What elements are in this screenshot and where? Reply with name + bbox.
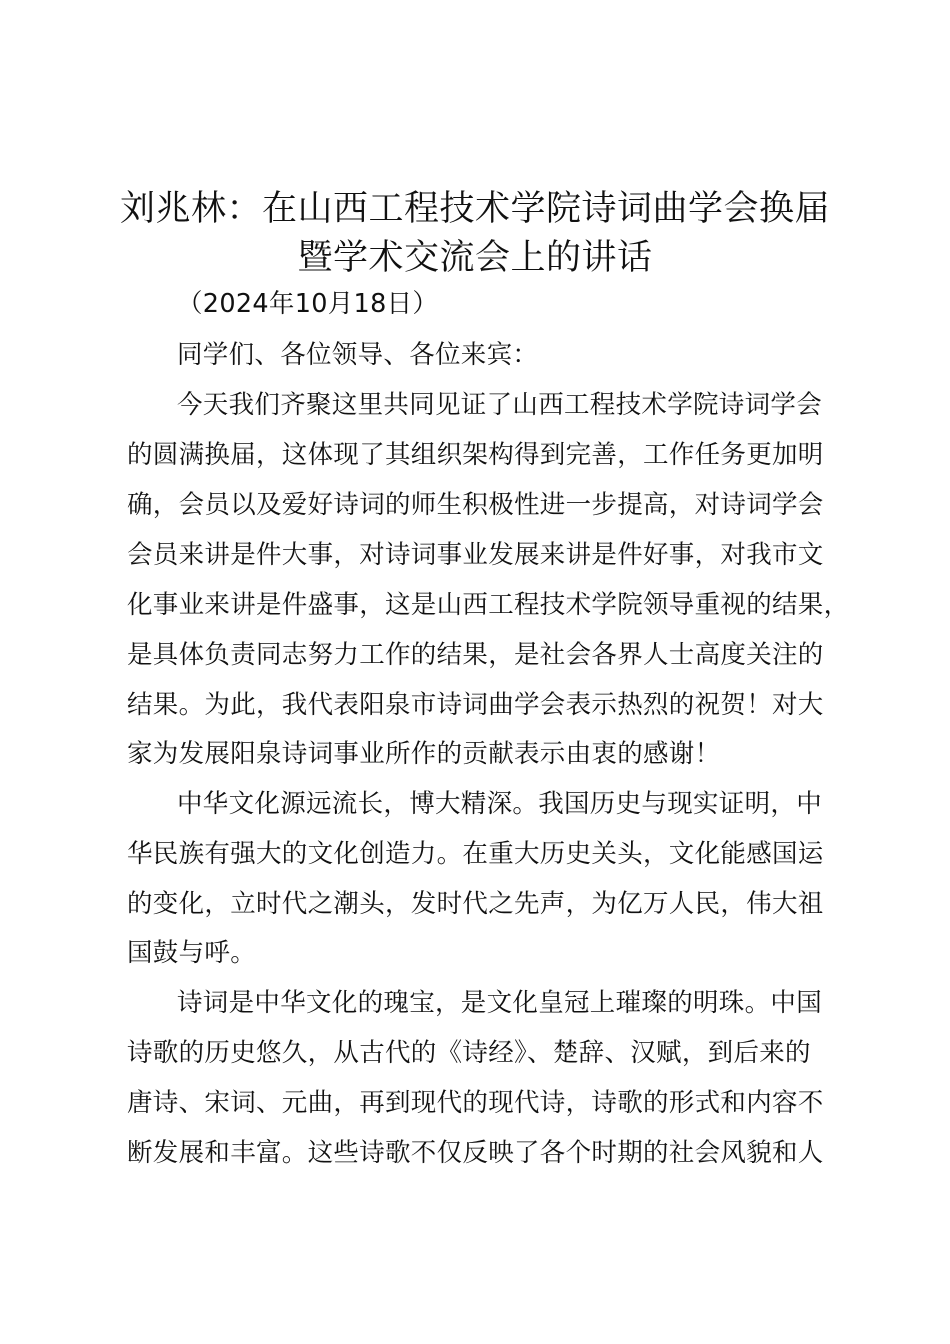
greeting: 同学们、各位领导、各位来宾：	[177, 340, 539, 370]
paragraph-line: 结果。为此，我代表阳泉市诗词曲学会表示热烈的祝贺！对大	[127, 690, 824, 720]
paragraph-line: 的变化，立时代之潮头，发时代之先声，为亿万人民，伟大祖	[127, 889, 824, 919]
paragraph-line: 今天我们齐聚这里共同见证了山西工程技术学院诗词学会	[177, 390, 823, 420]
paragraph-line: 诗歌的历史悠久，从古代的《诗经》、楚辞、汉赋，到后来的	[127, 1038, 811, 1068]
title-line-2: 暨学术交流会上的讲话	[297, 238, 653, 278]
paragraph-line: 家为发展阳泉诗词事业所作的贡献表示由衷的感谢！	[127, 739, 721, 769]
paragraph-line: 化事业来讲是件盛事，这是山西工程技术学院领导重视的结果，	[127, 590, 850, 620]
paragraph-line: 中华文化源远流长，博大精深。我国历史与现实证明，中	[177, 789, 823, 819]
paragraph-line: 断发展和丰富。这些诗歌不仅反映了各个时期的社会风貌和人	[127, 1138, 824, 1168]
date-line: （2024年10月18日）	[177, 289, 439, 319]
paragraph-line: 华民族有强大的文化创造力。在重大历史关头，文化能感国运	[127, 839, 824, 869]
title-line-1: 刘兆林：在山西工程技术学院诗词曲学会换届	[119, 189, 830, 229]
paragraph-line: 是具体负责同志努力工作的结果，是社会各界人士高度关注的	[127, 640, 824, 670]
paragraph-line: 唐诗、宋词、元曲，再到现代的现代诗，诗歌的形式和内容不	[127, 1088, 824, 1118]
paragraph-line: 的圆满换届，这体现了其组织架构得到完善，工作任务更加明	[127, 440, 824, 470]
paragraph-line: 诗词是中华文化的瑰宝，是文化皇冠上璀璨的明珠。中国	[177, 988, 823, 1018]
paragraph-line: 国鼓与呼。	[127, 938, 257, 968]
paragraph-line: 确，会员以及爱好诗词的师生积极性进一步提高，对诗词学会	[127, 490, 824, 520]
paragraph-line: 会员来讲是件大事，对诗词事业发展来讲是件好事，对我市文	[127, 540, 824, 570]
